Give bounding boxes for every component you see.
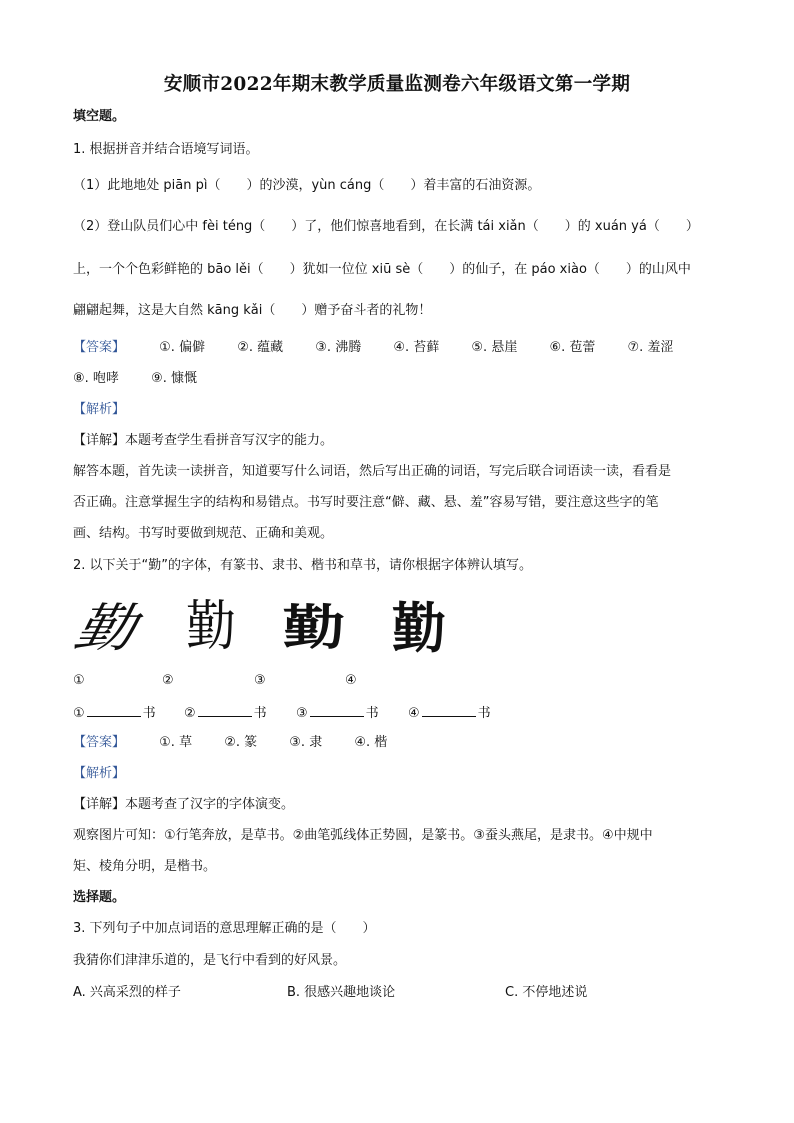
q2-answer-row [73,734,387,752]
glyph-label-3: ③ [254,673,266,688]
fill-blank-1 [73,703,156,723]
option-a: A. 兴高采烈的样子 [73,985,181,1000]
q2-stem: 2. 以下关于“勤”的字体，有篆书、隶书、楷书和草书，请你根据字体辨认填写。 [73,558,533,573]
answer-item: ⑧. 咆哮 [73,371,119,386]
section-multiple-choice: 选择题。 [73,890,126,905]
q1-explanation-3: 画、结构。书写时要做到规范、正确和美观。 [73,526,334,541]
blank-line [87,703,141,717]
q2-detail: 【详解】本题考查了汉字的字体演变。 [73,797,295,812]
answer-item: ①. 草 [159,735,193,750]
answer-item: ⑥. 苞蕾 [549,340,596,355]
document-title: 安顺市2022年期末教学质量监测卷六年级语文第一学期 [163,74,631,95]
answer-item: ⑨. 慷慨 [151,371,197,386]
analysis-tag: 【解析】 [73,766,126,781]
q2-explanation-2: 矩、棱角分明，是楷书。 [73,859,217,874]
q1-explanation-1: 解答本题，首先读一读拼音，知道要写什么词语，然后写出正确的词语，写完后联合词语读一读，看看是 [73,464,672,479]
fill-blank-4 [408,703,491,723]
answer-item: ④. 苔藓 [393,340,440,355]
q3-sentence: 我猜你们津津乐道的，是飞行中看到的好风景。 [73,953,347,968]
blank-line [198,703,252,717]
answer-item: ②. 篆 [224,735,258,750]
q1-line-3: 上，一个个色彩鲜艳的 bāo lěi（ ）犹如一位位 xiū sè（ ）的仙子，在 páo xiào（ ）的山风中 [73,262,691,277]
cursive-script-glyph: 勤 [68,599,139,659]
blank-suffix: 书 [253,706,267,721]
blank-suffix: 书 [477,706,491,721]
answer-item: ⑦. 羞涩 [627,340,674,355]
answer-tag: 【答案】 [73,340,126,355]
blank-line [310,703,364,717]
answer-item: ②. 蕴藏 [237,340,284,355]
analysis-tag: 【解析】 [73,402,126,417]
blank-label: ① [73,706,85,721]
q1-line-2: （2）登山队员们心中 fèi téng（ ）了，他们惊喜地看到，在长满 tái xiǎn（ ）的 xuán yá（ ） [73,219,699,234]
calligraphy-glyphs [68,586,460,660]
answer-item: ①. 偏僻 [159,340,206,355]
glyph-label-2: ② [162,673,174,688]
section-fill-blank: 填空题。 [73,109,126,124]
answer-item: ③. 隶 [289,735,323,750]
q1-line-4: 翩翩起舞，这是大自然 kāng kǎi（ ）赠予奋斗者的礼物！ [73,303,432,318]
answer-tag: 【答案】 [73,735,126,750]
q1-detail: 【详解】本题考查学生看拼音写汉字的能力。 [73,433,334,448]
q1-stem: 1. 根据拼音并结合语境写词语。 [73,142,259,157]
q2-explanation-1: 观察图片可知：①行笔奔放，是草书。②曲笔弧线体正势圆，是篆书。③蚕头燕尾，是隶书。④中规中 [73,828,653,843]
regular-script-glyph: 勤 [392,597,446,660]
blank-label: ④ [408,706,420,721]
q1-answer-row [73,339,673,357]
glyph-label-1: ① [73,673,85,688]
glyph-label-4: ④ [345,673,357,688]
clerical-script-glyph: 勤 [282,600,346,657]
seal-script-glyph: 勤 [186,595,236,658]
answer-item: ③. 沸腾 [315,340,362,355]
option-c: C. 不停地述说 [505,985,588,1000]
q3-stem: 3. 下列句子中加点词语的意思理解正确的是（ ） [73,921,376,936]
answer-item: ④. 楷 [354,735,388,750]
option-b: B. 很感兴趣地谈论 [287,985,396,1000]
blank-label: ③ [296,706,308,721]
blank-suffix: 书 [142,706,156,721]
fill-blank-3 [296,703,379,723]
q1-line-1: （1）此地地处 piān pì（ ）的沙漠，yùn cáng（ ）着丰富的石油资源。 [73,178,541,193]
blank-suffix: 书 [365,706,379,721]
q1-answer-row-2 [73,370,197,388]
q1-explanation-2: 否正确。注意掌握生字的结构和易错点。书写时要注意“僻、藏、悬、羞”容易写错，要注意这些字的笔 [73,495,659,510]
fill-blank-2 [184,703,267,723]
blank-label: ② [184,706,196,721]
blank-line [422,703,476,717]
answer-item: ⑤. 悬崖 [471,340,518,355]
